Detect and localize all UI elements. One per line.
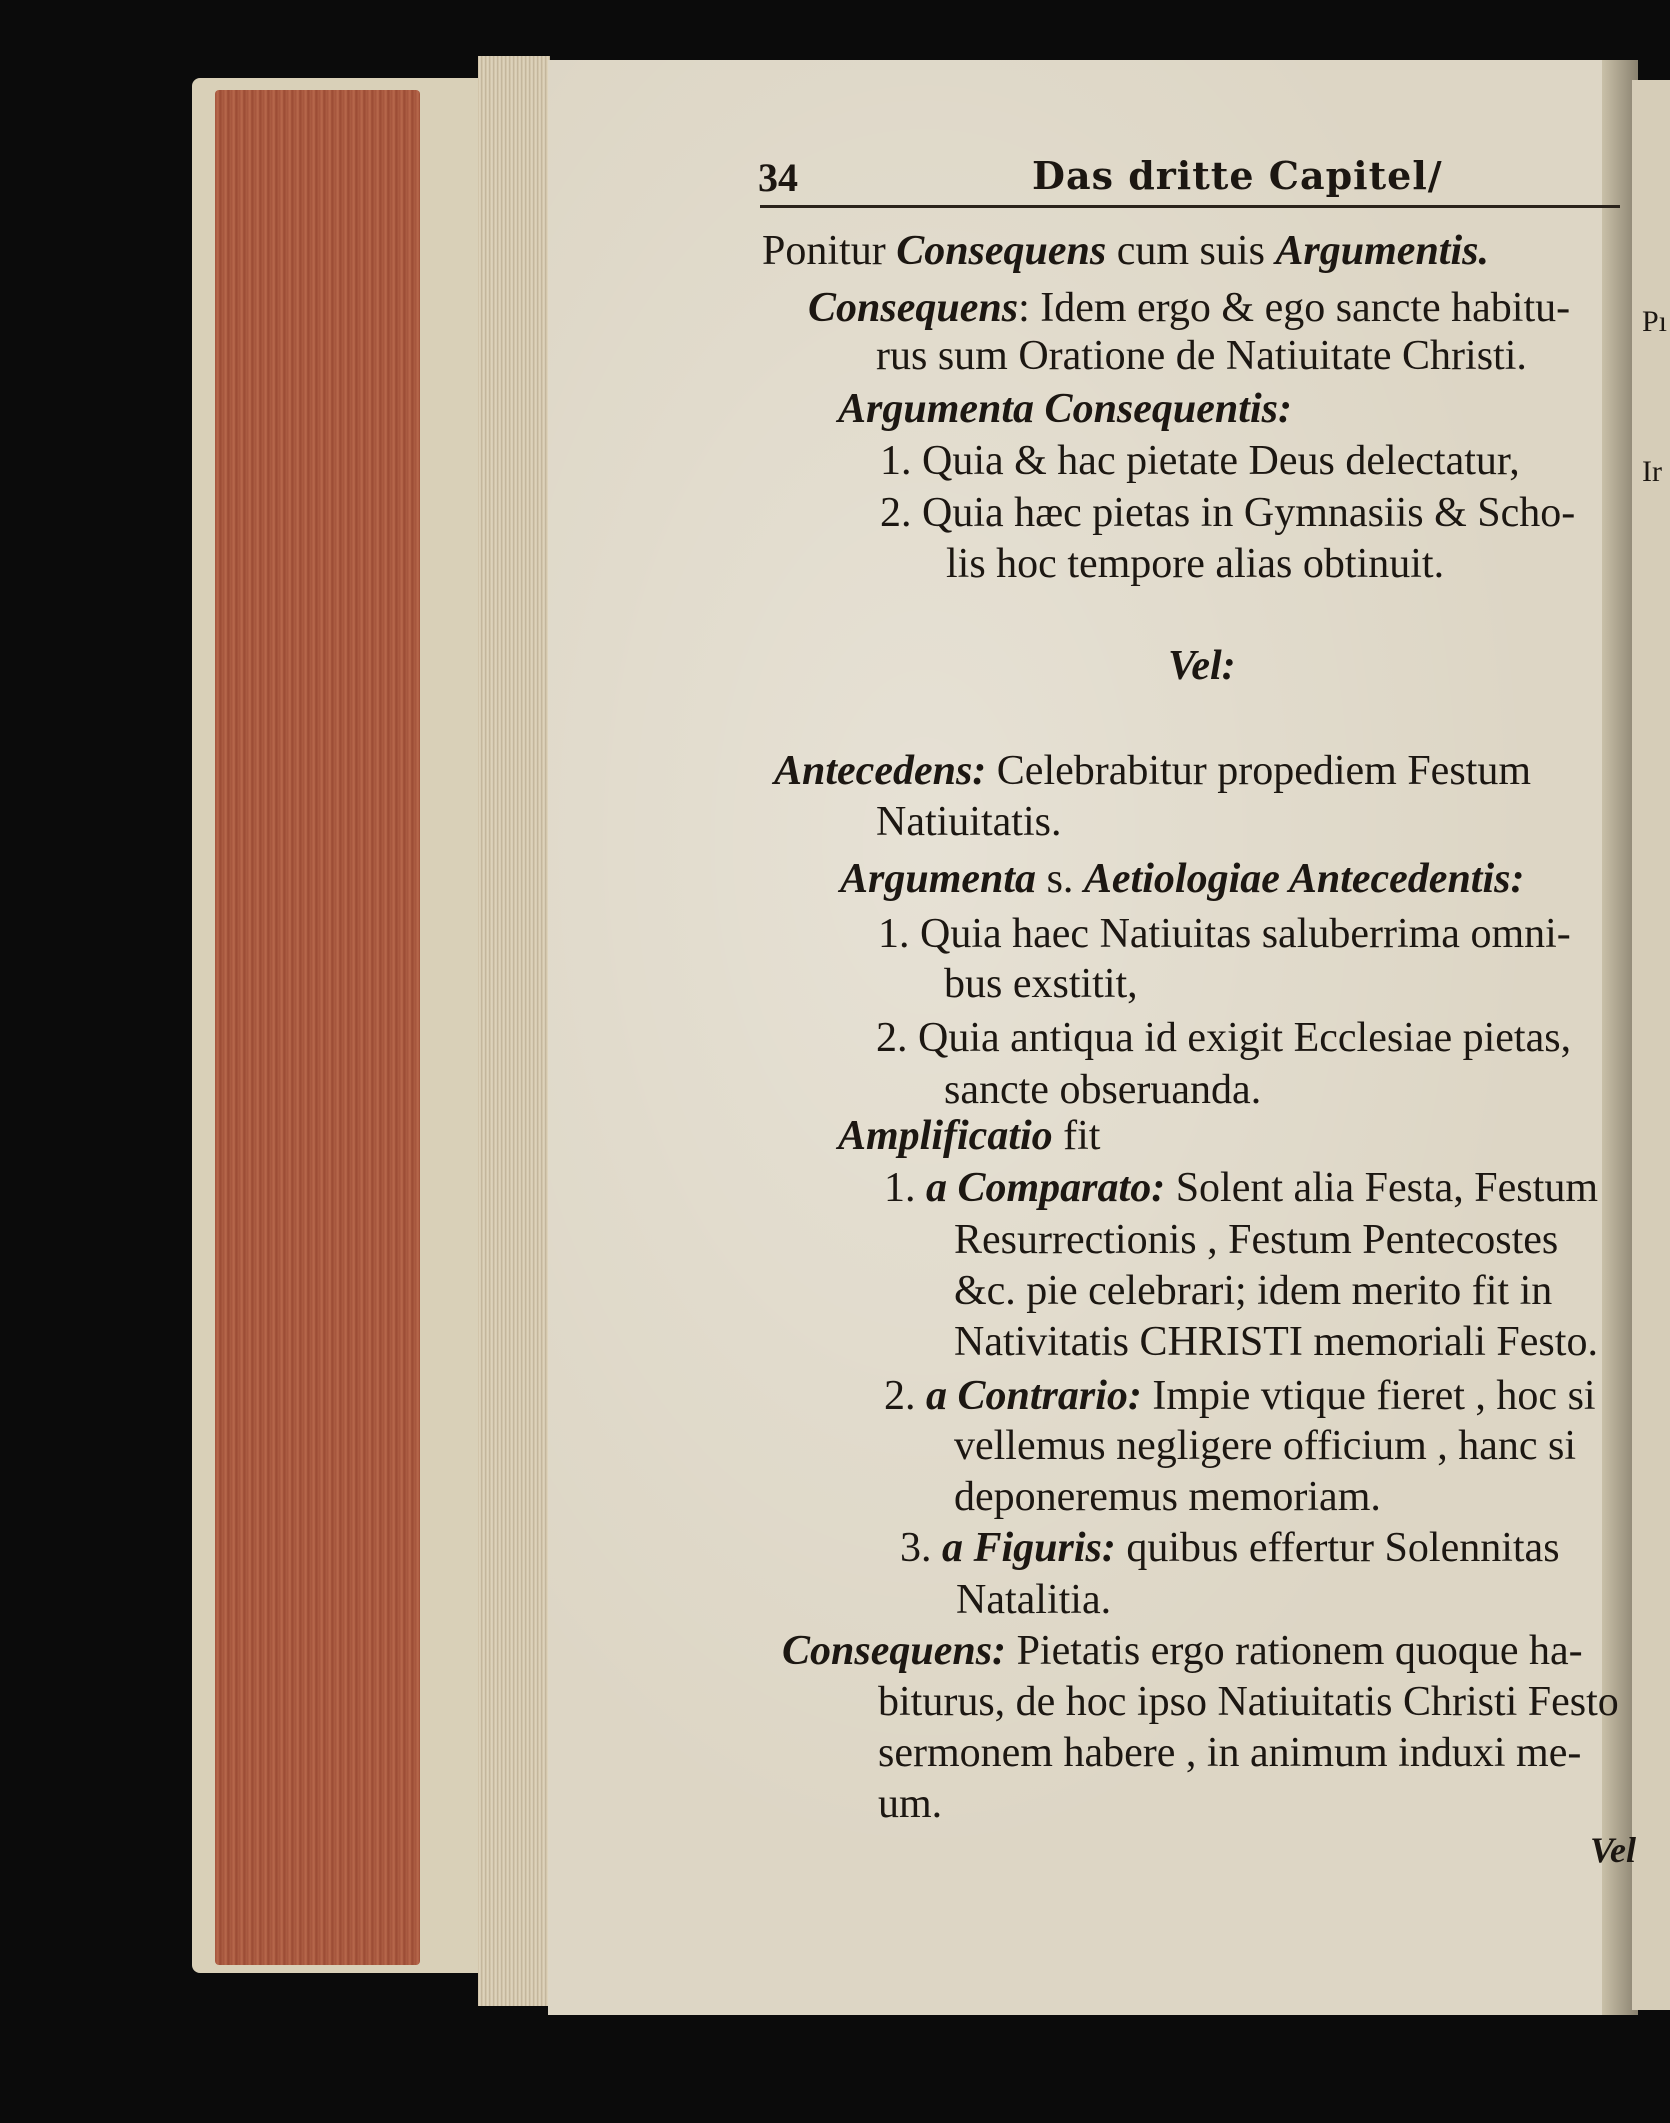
section-heading: Argumenta Consequentis: (838, 386, 1292, 432)
header-rule (760, 205, 1620, 208)
text-line: biturus, de hoc ipso Natiuitatis Christi Festo (878, 1679, 1619, 1725)
section-heading: Vel: (1168, 643, 1236, 689)
text-line: 2. Quia antiqua id exigit Ecclesiae pietas, (876, 1015, 1572, 1061)
text-line: rus sum Oratione de Natiuitate Christi. (876, 333, 1527, 379)
text-line: Natalitia. (956, 1577, 1112, 1623)
text-line: 3. a Figuris: quibus effertur Solennitas (900, 1525, 1560, 1571)
text-line: sancte obseruanda. (944, 1067, 1262, 1113)
section-heading: Argumenta s. Aetiologiae Antecedentis: (840, 856, 1525, 902)
text-line: deponeremus memoriam. (954, 1474, 1381, 1520)
running-head: Das dritte Capitel/ (1032, 153, 1443, 198)
text-line: um. (878, 1781, 943, 1827)
text-line: Natiuitatis. (876, 799, 1062, 845)
text-line: sermonem habere , in animum induxi me- (878, 1730, 1582, 1776)
text-line: Antecedens: Celebrabitur propediem Festum (774, 748, 1532, 794)
text-line: 2. Quia hæc pietas in Gymnasiis & Scho- (880, 490, 1576, 536)
section-heading: Amplificatio fit (838, 1113, 1101, 1159)
text-line: Resurrectionis , Festum Pentecostes (954, 1217, 1559, 1263)
page-fore-edge (215, 90, 420, 1965)
facing-page-fragment: Pı (1642, 305, 1668, 338)
text-line: 2. a Contrario: Impie vtique fieret , hoc si (884, 1373, 1596, 1419)
text-line: Consequens: Pietatis ergo rationem quoque ha- (782, 1628, 1583, 1674)
page-stack (478, 56, 550, 2006)
text-line: &c. pie celebrari; idem merito fit in (954, 1268, 1553, 1314)
text-line: Consequens: Idem ergo & ego sancte habitu- (808, 285, 1571, 331)
facing-page-fragment: Ir (1642, 455, 1662, 488)
catchword: Vel (1590, 1830, 1637, 1870)
text-line: bus exstitit, (944, 961, 1138, 1007)
text-line: Nativitatis CHRISTI memoriali Festo. (954, 1319, 1598, 1365)
text-line: lis hoc tempore alias obtinuit. (946, 541, 1445, 587)
page-number: 34 (758, 155, 798, 200)
text-line: vellemus negligere officium , hanc si (954, 1423, 1577, 1469)
text-line: 1. Quia haec Natiuitas saluberrima omni- (878, 911, 1571, 957)
text-line: 1. a Comparato: Solent alia Festa, Festum (884, 1165, 1598, 1211)
text-line: 1. Quia & hac pietate Deus delectatur, (880, 438, 1520, 484)
facing-page (1632, 80, 1670, 2010)
text-line: Ponitur Consequens cum suis Argumentis. (762, 228, 1489, 274)
